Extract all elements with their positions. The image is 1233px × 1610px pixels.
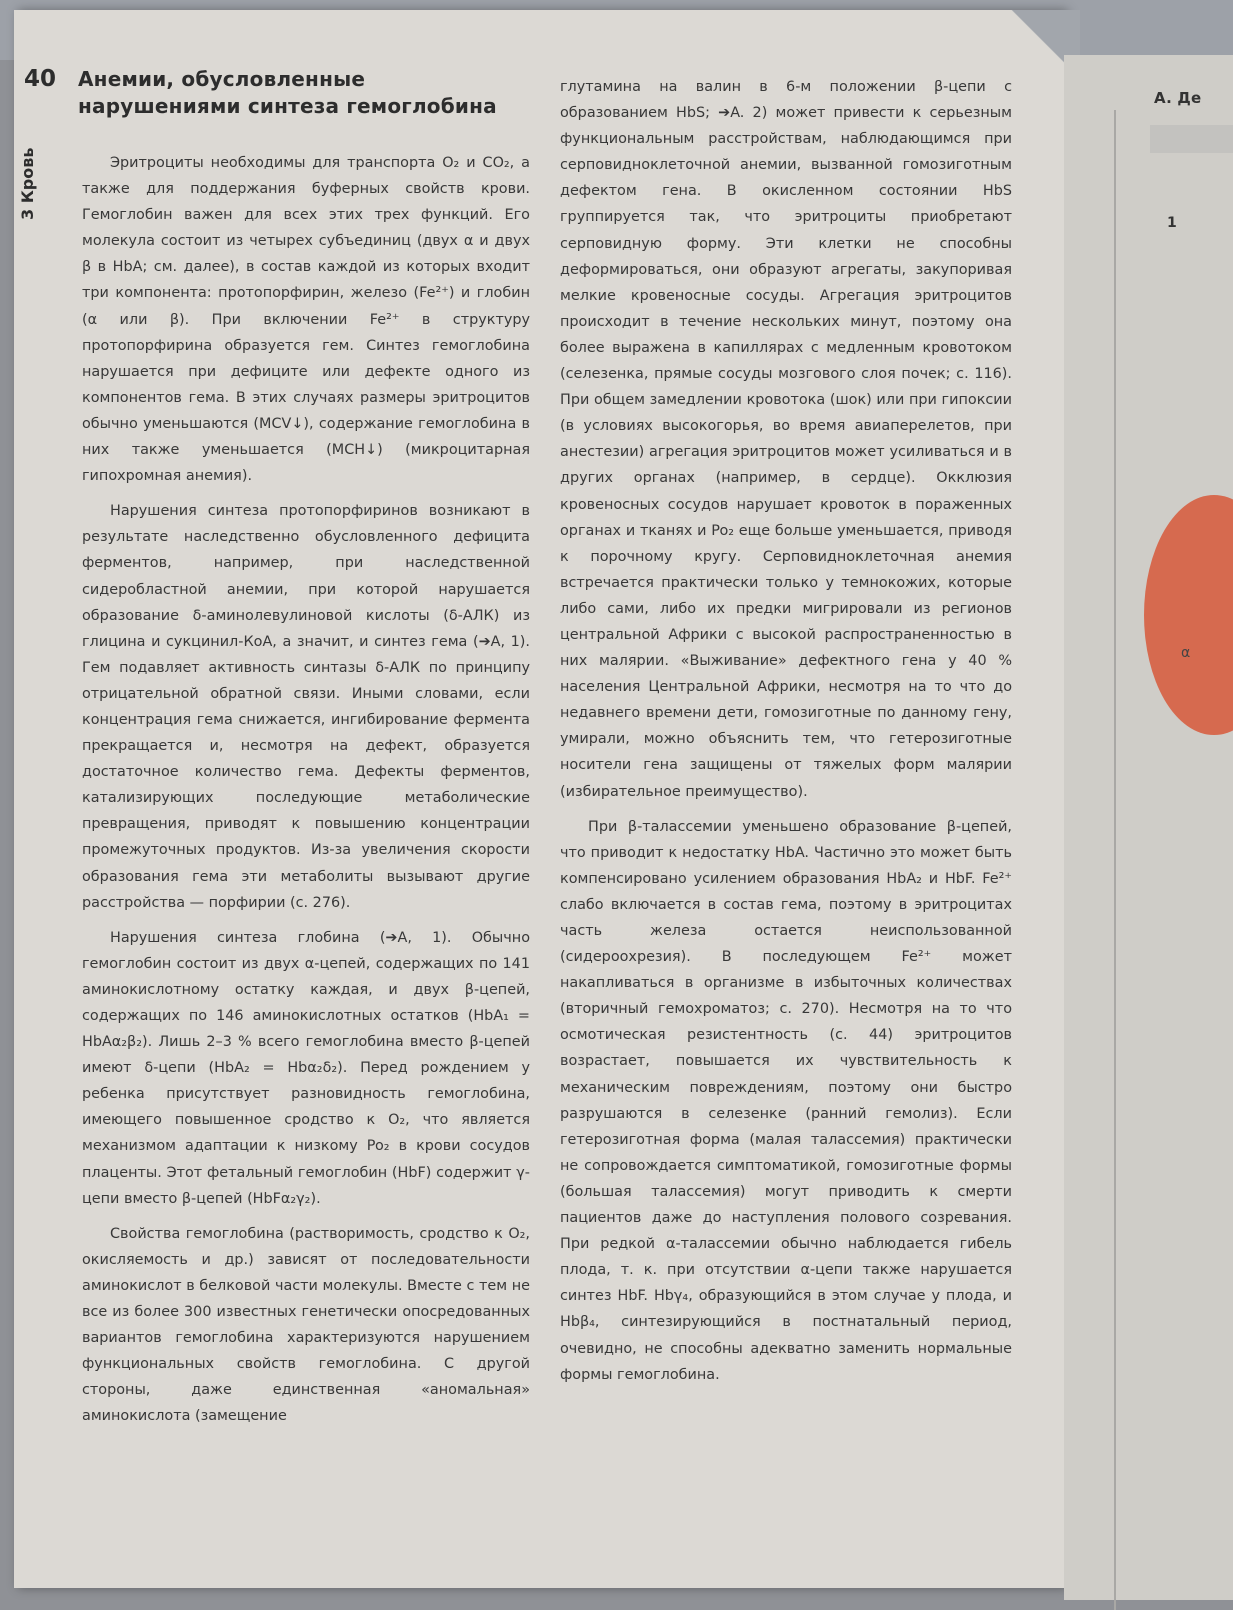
next-page-label: α bbox=[1181, 645, 1191, 661]
page-number: 40 bbox=[24, 66, 57, 92]
paragraph: При β-талассемии уменьшено образование β-цепей, что приводит к недостатку HbA. Частично это может быть компенсировано усилением образования HbA₂ и HbF. Fe²⁺ слабо включается в состав гема, поэтому в эритроцитах часть железа остается неиспользованной (сидероохрезия). В последующем Fe²⁺ может накапливаться в организме в избыточных количествах (вторичный гемохроматоз; с. 270). Несмотря на то что осмотическая резистентность (с. 44) эритроцитов возрастает, повышается их чувствительность к механическим повреждениям, поэтому они быстро разрушаются в селезенке (ранний гемолиз). Если гетерозиготная форма (малая талассемия) практически не сопровождается симптоматикой, гомозиготные формы (большая талассемия) могут приводить к смерти пациентов даже до наступления полового созревания. При редкой α-талассемии обычно наблюдается гибель плода, т. к. при отсутствии α-цепи также нарушается синтез HbF. Hbγ₄, образующийся в этом случае у плода, и Hbβ₄, синтезирующийся в постнатальный период, очевидно, не способны адекватно заменить нормальные формы гемоглобина. bbox=[560, 818, 1012, 1383]
paragraph: Нарушения синтеза глобина (➔A, 1). Обычно гемоглобин состоит из двух α-цепей, содержащих по 141 аминокислотному остатку каждая, и двух β-цепей, содержащих по 146 аминокислотных остатков (HbA₁ = HbAα₂β₂). Лишь 2–3 % всего гемоглобина вместо β-цепей имеют δ-цепи (HbA₂ = Hbα₂δ₂). Перед рождением у ребенка присутствует разновидность гемоглобина, имеющего повышенное сродство к O₂, что является механизмом адаптации к низкому Po₂ в крови сосудов плаценты. Этот фетальный гемоглобин (HbF) содержит γ-цепи вместо β-цепей (HbFα₂γ₂). bbox=[82, 929, 530, 1207]
chapter-tab: 3 Кровь bbox=[18, 147, 37, 220]
paragraph: Свойства гемоглобина (растворимость, сродство к O₂, окисляемость и др.) зависят от последовательности аминокислот в белковой части молекулы. Вместе с тем не все из более 300 известных генетически опосредованных вариантов гемоглобина характеризуются нарушением функциональных свойств гемоглобина. С другой стороны, даже единственная «аномальная» аминокислота (замещение bbox=[82, 1225, 530, 1425]
next-page-title: A. Де bbox=[1154, 89, 1202, 107]
page-title bbox=[78, 66, 548, 120]
next-page-box bbox=[1150, 125, 1233, 153]
paragraph: Эритроциты необходимы для транспорта O₂ и CO₂, а также для поддержания буферных свойств крови. Гемоглобин важен для всех этих трех функций. Его молекула состоит из четырех субъединиц (двух α и двух β в HbA; см. далее), в состав каждой из которых входит три компонента: протопорфирин, железо (Fe²⁺) и глобин (α или β). При включении Fe²⁺ в структуру протопорфирина образуется гем. Синтез гемоглобина нарушается при дефиците или дефекте одного из компонентов гема. В этих случаях размеры эритроцитов обычно уменьшаются (MCV↓), содержание гемоглобина в них также уменьшается (MCH↓) (микроцитарная гипохромная анемия). bbox=[82, 155, 530, 485]
next-page-number: 1 bbox=[1167, 215, 1177, 231]
paragraph: глутамина на валин в 6-м положении β-цепи с образованием HbS; ➔A. 2) может привести к серьезным функциональным расстройствам, наблюдающимся при серповидноклеточной анемии, вызванной гомозиготным дефектом гена. В окисленном состоянии HbS группируется так, что эритроциты приобретают серповидную форму. Эти клетки не способны деформироваться, они образуют агрегаты, закупоривая мелкие кровеносные сосуды. Агрегация эритроцитов происходит в течение нескольких минут, поэтому она более выражена в капиллярах с медленным кровотоком (селезенка, прямые сосуды мозгового слоя почек; с. 116). При общем замедлении кровотока (шок) или при гипоксии (в условиях высокогорья, во время авиаперелетов, при анестезии) агрегация эритроцитов может усиливаться и в других органах (например, в сердце). Окклюзия кровеносных сосудов нарушает кровоток в пораженных органах и тканях и Po₂ еще больше уменьшается, приводя к порочному кругу. Серповидноклеточная анемия встречается практически только у темнокожих, которые либо сами, либо их предки мигрировали из регионов центральной Африки с высокой распространенностью в них малярии. «Выживание» дефектного гена у 40 % населения Центральной Африки, несмотря на то что до недавнего времени дети, гомозиготные по данному гену, умирали, можно объяснить тем, что гетерозиготные носители гена защищены от тяжелых форм малярии (избирательное преимущество). bbox=[560, 79, 1012, 800]
text-column-right bbox=[560, 74, 1012, 1397]
next-page-edge bbox=[1064, 55, 1233, 1600]
title-line-1: Анемии, обусловленные bbox=[78, 67, 366, 91]
title-line-2: нарушениями синтеза гемоглобина bbox=[78, 94, 497, 118]
text-column-left bbox=[82, 150, 530, 1439]
next-page-rule bbox=[1114, 110, 1233, 1610]
paragraph: Нарушения синтеза протопорфиринов возникают в результате наследственно обусловленного дефицита ферментов, например, при наследственной сидеробластной анемии, при которой нарушается образование δ-аминолевулиновой кислоты (δ-АЛК) из глицина и сукцинил-КоА, а значит, и синтез гема (➔A, 1). Гем подавляет активность синтазы δ-АЛК по принципу отрицательной обратной связи. Иными словами, если концентрация гема снижается, ингибирование фермента прекращается и, несмотря на дефект, образуется достаточное количество гема. Дефекты ферментов, катализирующих последующие метаболические превращения, приводят к повышению концентрации промежуточных продуктов. Из-за увеличения скорости образования гема эти метаболиты вызывают другие расстройства — порфирии (с. 276). bbox=[82, 503, 530, 911]
